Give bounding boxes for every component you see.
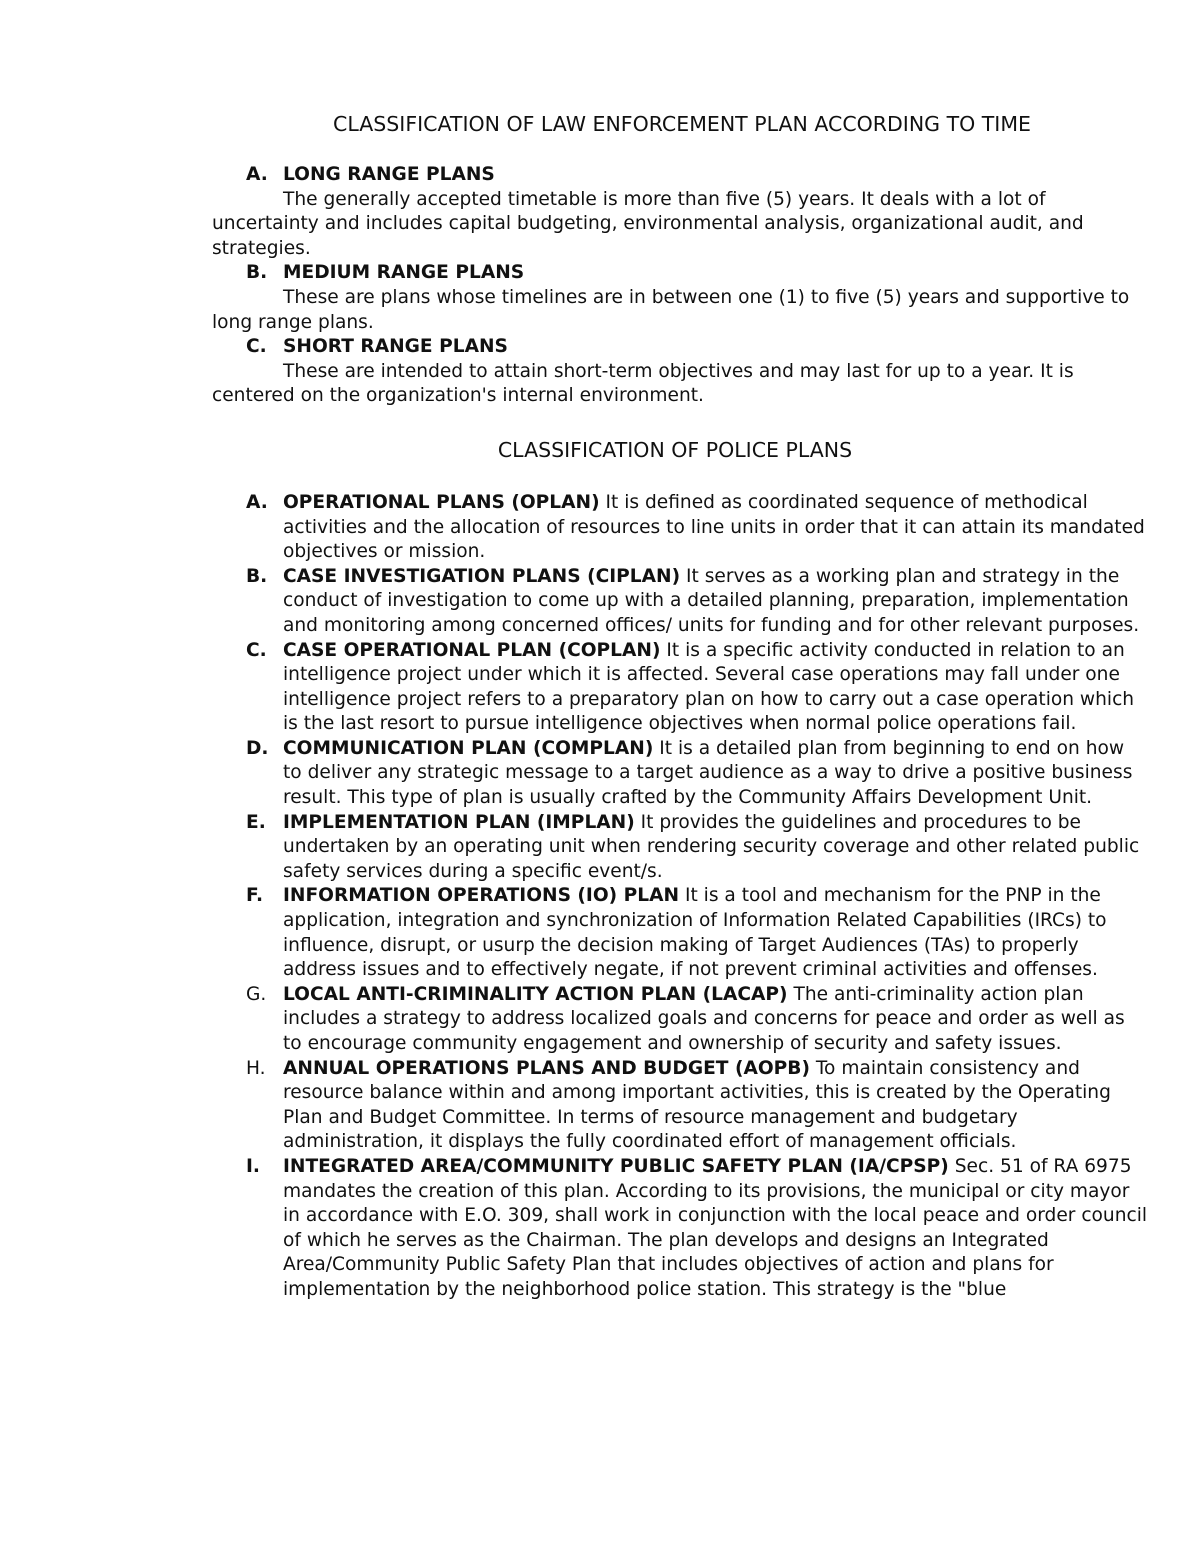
item-letter: A. [246,491,268,513]
item-term: COMMUNICATION PLAN (COMPLAN) [283,737,654,759]
list-item [212,163,1148,261]
item-letter: A. [246,164,268,185]
document-page [212,110,1148,1303]
section-title-time: CLASSIFICATION OF LAW ENFORCEMENT PLAN ACCORDING TO TIME [333,112,1031,136]
list-item [212,1057,1148,1155]
list-item [212,335,1148,409]
police-plans-list [212,491,1148,1303]
item-description: To maintain consistency and resource balance within and among important activities, this is created by the Operating Plan and Budget Committee. In terms of resource management and budgetary administration, it displays the fully coordinated effort of management officials. [283,1057,1111,1153]
item-term: INFORMATION OPERATIONS (IO) PLAN [283,885,680,907]
list-item [212,737,1148,811]
item-description: It serves as a working plan and strategy in the conduct of investigation to come up with a detailed planning, preparation, implementation and monitoring among concerned offices/ units for funding and for other relevant purposes. [283,565,1140,636]
item-letter: F. [246,885,264,907]
list-item [212,491,1148,565]
item-letter: G. [246,983,267,1005]
list-item [212,884,1148,982]
item-letter: D. [246,737,269,759]
item-description: The anti-criminality action plan includes a strategy to address localized goals and concerns for peace and order as well as to encourage community engagement and ownership of security and safety issues. [283,983,1125,1054]
item-letter: C. [246,336,267,358]
item-term: LOCAL ANTI-CRIMINALITY ACTION PLAN (LACAP) [283,983,788,1005]
item-description: It is a specific activity conducted in relation to an intelligence project under which it is affected. Several case operations may fall under one intelligence project refers to a preparatory plan on how to carry out a case operation which is the last resort to pursue intelligence objectives when normal police operations fail. [283,639,1135,735]
item-term: CASE INVESTIGATION PLANS (CIPLAN) [283,565,681,587]
item-description: It is a tool and mechanism for the PNP in the application, integration and synchronization of Information Related Capabilities (IRCs) to influence, disrupt, or usurp the decision making of Target Audiences (TAs) to properly address issues and to effectively negate, if not prevent criminal activities and offenses. [283,885,1107,981]
item-paragraph: These are intended to attain short-term objectives and may last for up to a year. It is centered on the organization's internal environment. [212,360,1074,407]
item-paragraph: These are plans whose timelines are in between one (1) to five (5) years and supportive to long range plans. [212,286,1130,333]
list-item [212,261,1148,335]
section-title-police-plans: CLASSIFICATION OF POLICE PLANS [497,437,853,462]
item-term: OPERATIONAL PLANS (OPLAN) [283,491,600,513]
item-letter: H. [246,1057,266,1079]
item-letter: I. [246,1155,260,1177]
list-item [212,639,1148,737]
item-description: It is a detailed plan from beginning to end on how to deliver any strategic message to a target audience as a way to drive a positive business result. This type of plan is usually crafted by the Community Affairs Development Unit. [283,737,1133,809]
item-heading: SHORT RANGE PLANS [283,336,508,358]
item-letter: C. [246,639,267,661]
item-letter: E. [246,811,266,833]
list-item [212,565,1148,639]
item-heading: MEDIUM RANGE PLANS [283,262,525,284]
item-letter: B. [246,262,268,284]
item-letter: B. [246,565,268,587]
item-term: CASE OPERATIONAL PLAN (COPLAN) [283,639,661,661]
item-term: IMPLEMENTATION PLAN (IMPLAN) [283,811,635,833]
item-heading: LONG RANGE PLANS [283,164,495,185]
list-item [212,983,1148,1057]
list-item [212,1155,1148,1303]
item-description: Sec. 51 of RA 6975 mandates the creation of this plan. According to its provisions, the municipal or city mayor in accordance with E.O. 309, shall work in conjunction with the local peace and order council of which he serves as the Chairman. The plan develops and designs an Integrated Area/Community Public Safety Plan that includes objectives of action and plans for implementation by the neighborhood police station. This strategy is the "blue [283,1155,1148,1300]
item-description: It is defined as coordinated sequence of methodical activities and the allocation of resources to line units in order that it can attain its mandated objectives or mission. [283,491,1145,563]
item-paragraph: The generally accepted timetable is more than five (5) years. It deals with a lot of uncertainty and includes capital budgeting, environmental analysis, organizational audit, and strategies. [212,188,1084,259]
time-plans-list [212,163,1148,409]
item-term: INTEGRATED AREA/COMMUNITY PUBLIC SAFETY PLAN (IA/CPSP) [283,1155,949,1177]
item-description: It provides the guidelines and procedures to be undertaken by an operating unit when rendering security coverage and other related public safety services during a specific event/s. [283,811,1140,882]
list-item [212,811,1148,885]
item-term: ANNUAL OPERATIONS PLANS AND BUDGET (AOPB) [283,1057,810,1079]
